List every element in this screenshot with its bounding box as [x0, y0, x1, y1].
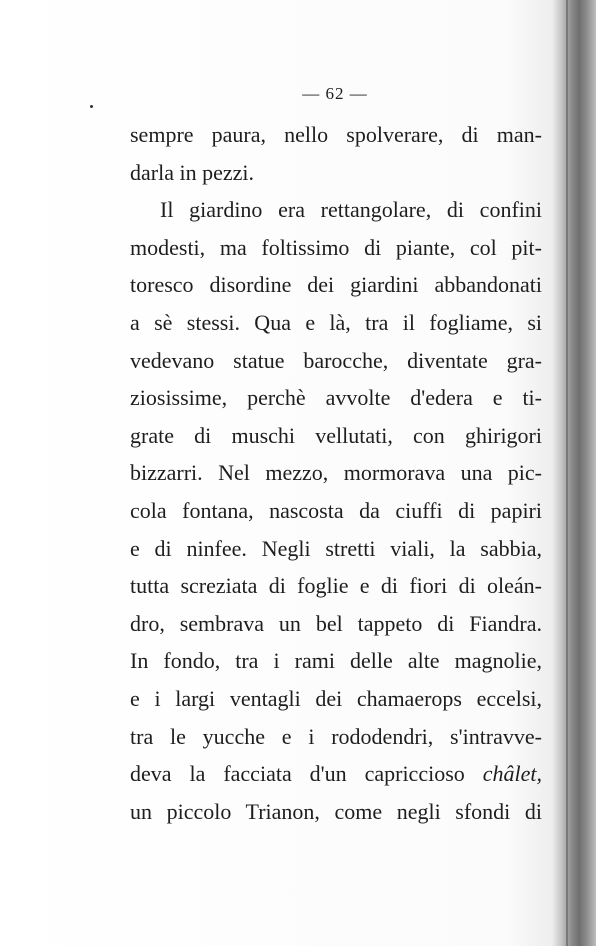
text-line: Il giardino era rettangolare, di confini: [160, 197, 542, 223]
text-line: darla in pezzi.: [130, 159, 254, 185]
body-text: [130, 116, 542, 830]
text-line: toresco disordine dei giardini abbandonati: [130, 272, 542, 298]
ink-speck: [90, 105, 93, 108]
text-line: ziosissime, perchè avvolte d'edera e ti-: [130, 385, 542, 411]
text-line: dro, sembrava un bel tappeto di Fiandra.: [130, 610, 542, 636]
book-binding-shadow: [552, 0, 596, 946]
text-line: In fondo, tra i rami delle alte magnolie,: [130, 648, 542, 674]
text-line: cola fontana, nascosta da ciuffi di papiri: [130, 497, 542, 523]
text-line: [130, 755, 542, 793]
text-line: e di ninfee. Negli stretti viali, la sabbia,: [130, 535, 542, 561]
text-line: un piccolo Trianon, come negli sfondi di: [130, 798, 542, 824]
italic-word: châlet,: [482, 761, 542, 787]
text-line: tutta screziata di foglie e di fiori di oleán-: [130, 573, 542, 599]
text-line: grate di muschi vellutati, con ghirigori: [130, 422, 542, 448]
text-line: sempre paura, nello spolverare, di man-: [130, 122, 542, 147]
text-line: vedevano statue barocche, diventate gra-: [130, 347, 542, 373]
text-line: tra le yucche e i rododendri, s'intravve-: [130, 723, 542, 749]
text-line: modesti, ma foltissimo di piante, col pit-: [130, 234, 542, 260]
text-line: a sè stessi. Qua e là, tra il fogliame, si: [130, 309, 542, 335]
text-line: e i largi ventagli dei chamaerops eccelsi,: [130, 685, 542, 711]
page-edge: [566, 0, 568, 946]
text-fragment: deva la facciata d'un capriccioso: [130, 761, 465, 787]
text-line: bizzarri. Nel mezzo, mormorava una pic-: [130, 460, 542, 486]
page-number: — 62 —: [302, 84, 368, 103]
